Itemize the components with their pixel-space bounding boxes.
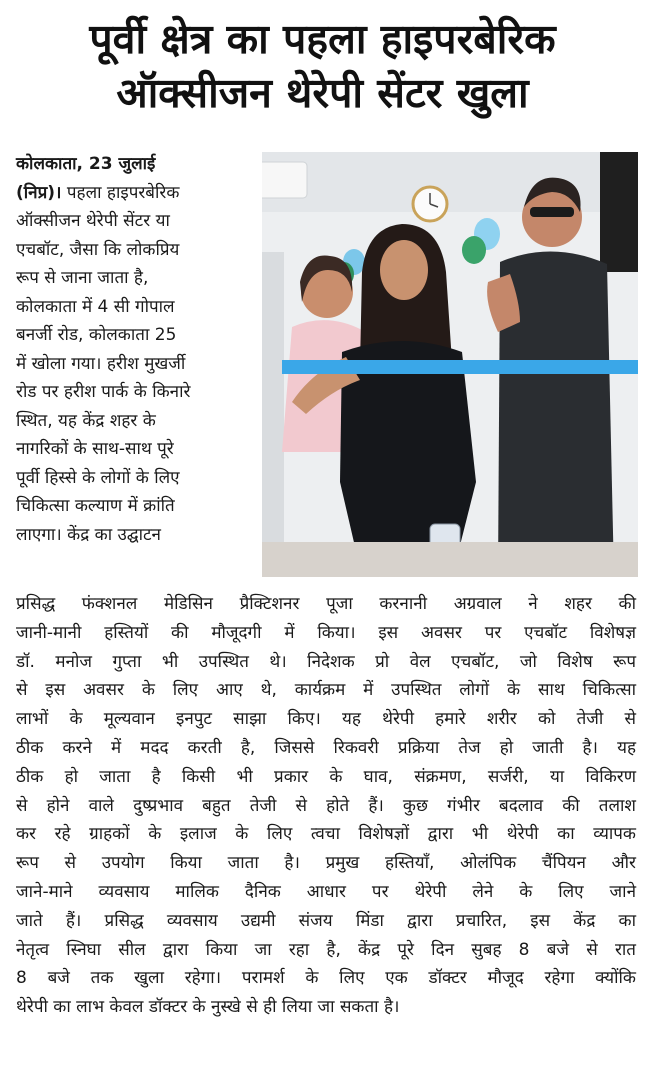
col-line: नागरिकों के साथ-साथ पूरे (16, 439, 174, 459)
body-line: प्रसिद्ध फंक्शनल मेडिसिन प्रैक्टिशनर पूजा करनानी अग्रवाल ने शहर की (16, 594, 636, 614)
body-line: रूप से उपयोग किया जाता है। प्रमुख हस्तियाँ, ओलंपिक चैंपियन और (16, 853, 636, 874)
col-line: लाएगा। केंद्र का उद्घाटन (16, 524, 161, 545)
col-line: रोड पर हरीश पार्क के किनारे (16, 382, 191, 402)
body-line: थेरेपी का लाभ केवल डॉक्टर के नुस्खे से ही लिया जा सकता है। (16, 997, 400, 1018)
body-line: ठीक करने में मदद करती है, जिससे रिकवरी प्रक्रिया तेज हो जाती है। यह (16, 737, 636, 758)
body-line: जाते हैं। प्रसिद्ध व्यवसाय उद्यमी संजय मिंडा द्वारा प्रचारित, इस केंद्र का (16, 910, 636, 931)
body-line: 8 बजे तक खुला रहेगा। परामर्श के लिए एक डॉक्टर मौजूद रहेगा क्योंकि (16, 968, 636, 989)
article-body-full-width (16, 590, 636, 1022)
body-line: जाने-माने व्यवसाय मालिक दैनिक आधार पर थेरेपी लेने के लिए जाने (16, 881, 636, 902)
inauguration-photo (262, 152, 638, 577)
body-line: से इस अवसर के लिए आए थे, कार्यक्रम में उपस्थित लोगों के साथ चिकित्सा (16, 680, 636, 701)
body-line: डॉ. मनोज गुप्ता भी उपस्थित थे। निदेशक प्रो वेल एचबॉट, जो विशेष रूप (16, 651, 636, 672)
article-column-left (16, 150, 266, 549)
body-line: जानी-मानी हस्तियों की मौजूदगी में किया। इस अवसर पर एचबॉट विशेषज्ञ (16, 622, 636, 643)
headline-line-1: पूर्वी क्षेत्र का पहला हाइपरबेरिक (89, 15, 556, 63)
dateline-place: कोलकाता, 23 जुलाई (16, 154, 156, 174)
dateline-first-line (16, 179, 266, 208)
body-line: ठीक हो जाता है किसी भी प्रकार के घाव, संक्रमण, सर्जरी, या विकिरण (16, 766, 636, 787)
body-line: लाभों के मूल्यवान इनपुट साझा किए। यह थेरेपी हमारे शरीर को तेजी से (16, 709, 636, 730)
headline-line-2: ऑक्सीजन थेरेपी सेंटर खुला (116, 69, 529, 117)
col-line: पूर्वी हिस्से के लोगों के लिए (16, 467, 180, 488)
col-line: कोलकाता में 4 सी गोपाल (16, 296, 175, 317)
inauguration-photo-illustration (262, 152, 638, 577)
col-line: चिकित्सा कल्याण में क्रांति (16, 496, 175, 516)
dateline-agency: (निप्र)। (16, 182, 62, 203)
col-line: एचबॉट, जैसा कि लोकप्रिय (16, 239, 180, 260)
col-line: में खोला गया। हरीश मुखर्जी (16, 353, 186, 374)
col-line: रूप से जाना जाता है, (16, 268, 149, 288)
body-line: से होने वाले दुष्प्रभाव बहुत तेजी से होते हैं। कुछ गंभीर बदलाव की तलाश (16, 795, 636, 816)
body-line: कर रहे ग्राहकों के इलाज के लिए त्वचा विशेषज्ञों द्वारा भी थेरेपी का व्यापक (16, 824, 636, 845)
col-line: बनर्जी रोड, कोलकाता 25 (16, 325, 177, 345)
body-line: नेतृत्व स्निघा सील द्वारा किया जा रहा है, केंद्र पूरे दिन सुबह 8 बजे से रात (16, 939, 636, 960)
headline (10, 12, 635, 120)
col-line: स्थित, यह केंद्र शहर के (16, 410, 156, 431)
dateline (16, 150, 266, 179)
col-line: ऑक्सीजन थेरेपी सेंटर या (16, 211, 170, 231)
col-line: पहला हाइपरबेरिक (66, 182, 180, 203)
